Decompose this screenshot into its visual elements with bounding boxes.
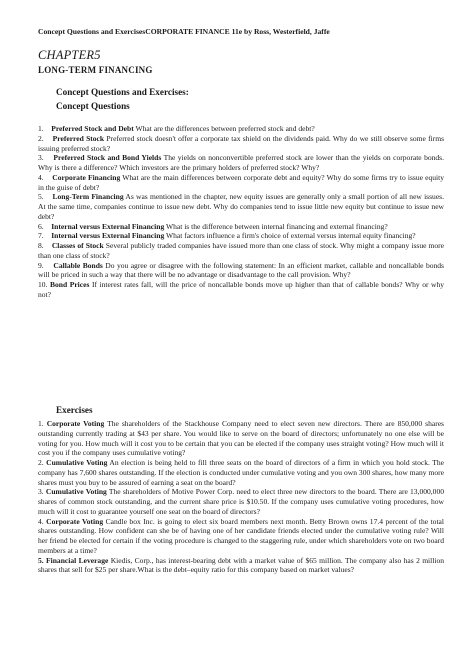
item-number: 2. [38,458,44,467]
item-text: What are the main differences between corporate debt and equity? Why do some firms try to issue equity in the guise of debt? [38,172,444,192]
item-number: 2. [38,133,44,143]
item-number: 1. [38,124,44,133]
item-term: Long-Term Financing [52,192,124,202]
item-number: 4. [38,516,44,526]
item-term: Preferred Stock and Debt [51,124,134,133]
section-heading-concept-questions: Concept Questions [56,101,130,111]
item-text: As was mentioned in the chapter, new equity issues are generally only a small portion of all new issues. At the same time, companies continue to issue new debt. Why do companies tend to issue little new equity but continue to issue new debt? [38,192,444,221]
item-text: Kiedis, Corp., has interest-bearing debt with a market value of $65 million. The company also has 2 million shares that sell for $25 per share.What is the debt–equity ratio for this company based on market values? [38,555,444,575]
item-number: 7. [38,231,44,241]
running-header: Concept Questions and ExercisesCORPORATE FINANCE 11e by Ross, Westerfield, Jaffe [38,27,330,36]
item-term: Corporate Voting [46,516,104,526]
item-text: Several publicly traded companies have issued more than one class of stock. Why might a company issue more than one class of stock? [38,241,445,260]
concept-question-item [38,192,444,221]
concept-question-item [38,280,444,300]
exercise-item [38,458,444,487]
exercise-item [38,556,444,576]
item-term: Classes of Stock [51,241,104,250]
exercise-item [38,419,444,458]
item-text: Candle box Inc. is going to elect six board members next month. Betty Brown owns 17.4 percent of the total shares outstanding. How confident can she be of having one of her candidate friends elected under the cumulative voting rule? Will her friend be elected for certain if the voting procedure is changed to the staggering rule, under which shareholders vote on two board members at a time? [38,516,444,555]
item-text: Do you agree or disagree with the following statement: In an efficient market, callable and noncallable bonds will be priced in such a way that there will be no advantage or disadvantage to the call provision. Why? [38,260,444,280]
item-text: What is the difference between internal financing and external financing? [164,221,388,231]
item-number: 9. [38,260,44,270]
item-number: 5. [38,555,44,565]
chapter-number: CHAPTER5 [38,48,101,62]
concept-question-item [38,231,444,241]
item-term: Cumulative Voting [46,458,108,467]
item-number: 3. [38,487,44,497]
item-term: Corporate Financing [52,172,121,182]
item-text: The yields on nonconvertible preferred stock are lower than the yields on corporate bonds. Why is there a difference? Which investors are the primary holders of preferred stock? Why? [38,153,444,172]
item-term: Financial Leverage [46,555,109,565]
item-number: 8. [38,241,44,250]
item-term: Cumulative Voting [45,487,107,497]
exercise-item [38,487,444,516]
item-term: Internal versus External Financing [51,221,165,231]
item-number: 6. [38,221,44,231]
item-term: Corporate Voting [46,419,105,428]
item-text: The shareholders of Motive Power Corp. need to elect three new directors to the board. There are 13,000,000 shares of common stock outstanding, and the current share price is $10.50. If the company uses cumulative voting procedures, how much will it cost to guarantee yourself one seat on the board of directors? [38,487,444,516]
section-heading-main: Concept Questions and Exercises: [56,87,189,97]
concept-question-list [38,124,444,300]
concept-question-item [38,153,444,173]
item-text: What are the differences between preferred stock and debt? [133,124,315,133]
item-text: Preferred stock doesn't offer a corporate tax shield on the dividends paid. Why do we still observe some firms issuing preferred stock? [38,133,445,153]
item-number: 5. [38,192,44,202]
exercise-item [38,517,444,556]
section-heading-exercises: Exercises [56,405,93,415]
item-term: Preferred Stock and Bond Yields [53,153,162,163]
exercise-list [38,419,444,575]
concept-question-item [38,241,444,261]
item-number: 10. [38,280,48,289]
item-text: The shareholders of the Stackhouse Company need to elect seven new directors. There are 850,000 shares outstanding currently trading at $43 per share. You would like to serve on the board of directors; unfortunately no one else will be voting for you. How much will it cost you to be certain that you can be elected if the company uses straight voting? How much will it cost you if the company uses cumulative voting? [38,419,444,458]
concept-question-item [38,261,444,281]
item-term: Preferred Stock [52,133,105,143]
concept-question-item [38,222,444,232]
concept-question-item [38,124,444,134]
item-term: Bond Prices [49,280,90,289]
item-number: 4. [38,172,44,182]
item-text: An election is being held to fill three seats on the board of directors of a firm in which you hold stock. The company has 7,600 shares outstanding. If the election is conducted under cumulative voting and you own 300 shares, how many more shares must you buy to be assured of earning a seat on the board? [38,458,444,487]
item-number: 3. [38,153,44,163]
item-text: If interest rates fall, will the price of noncallable bonds move up higher than that of callable bonds? Why or why not? [38,280,445,299]
item-text: What factors influence a firm's choice of external versus internal equity financing? [164,231,416,241]
concept-question-item [38,134,444,154]
chapter-title: LONG-TERM FINANCING [38,65,153,75]
concept-question-item [38,173,444,193]
item-term: Internal versus External Financing [51,231,165,241]
item-number: 1. [38,419,44,428]
item-term: Callable Bonds [53,260,103,270]
